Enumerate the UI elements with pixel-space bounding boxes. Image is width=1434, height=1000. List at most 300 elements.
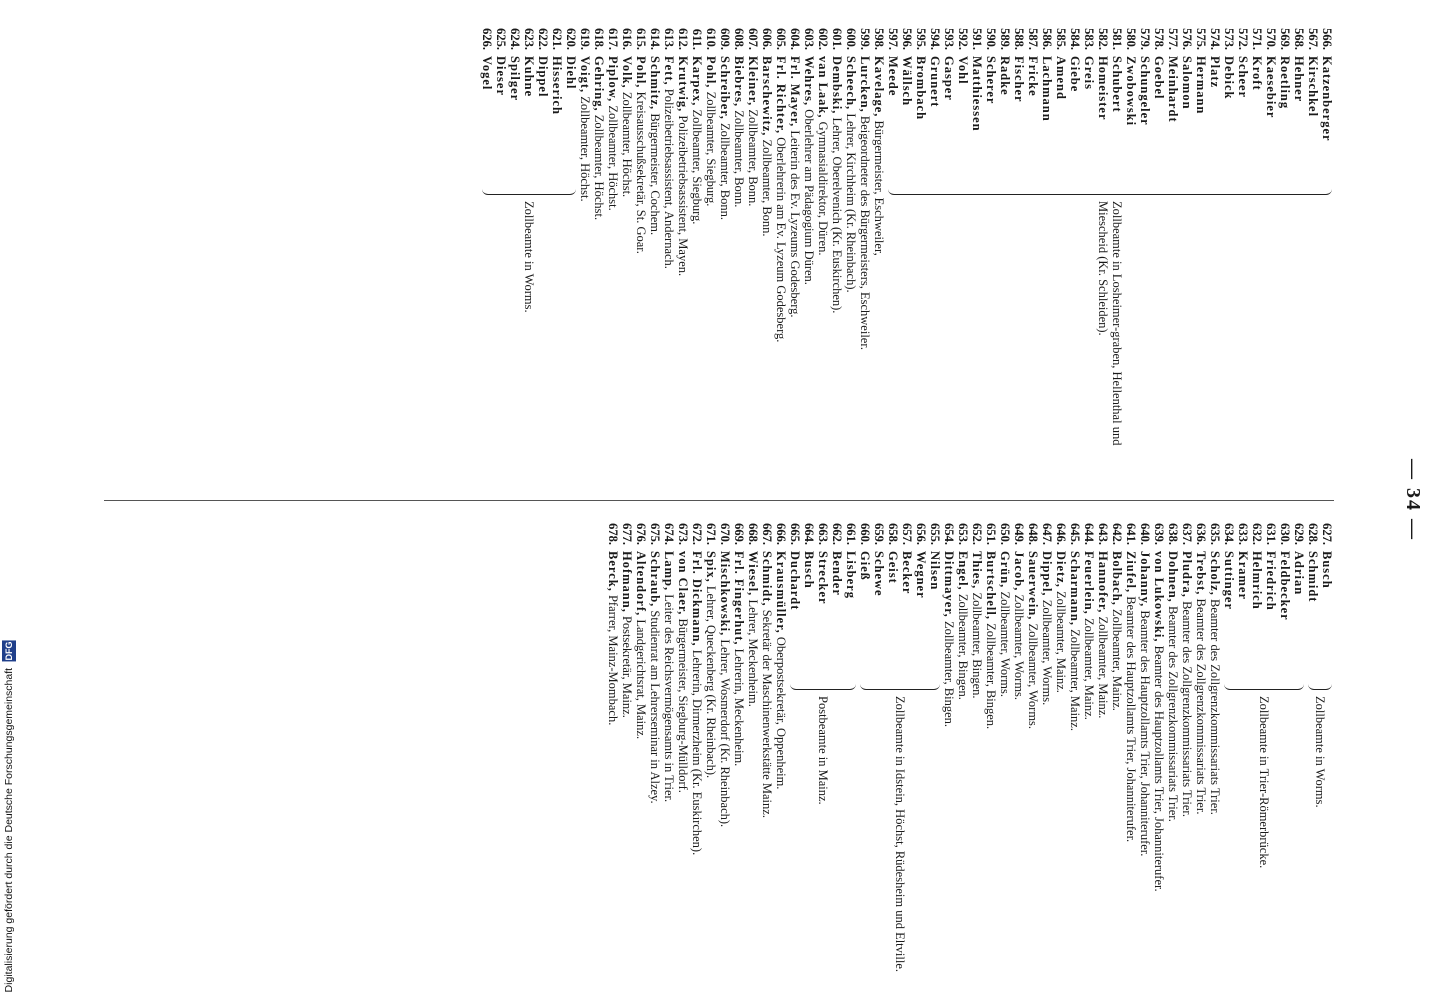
entry-text [816,56,830,490]
entry-number: 678. [606,523,620,545]
entry-description: Zollbeamter, Bingen. [942,620,956,728]
entry-name: Diehl [564,56,578,90]
list-entry [1096,20,1110,180]
group-names [480,20,578,180]
entry-text [676,551,690,985]
entry-number: 629. [1292,523,1306,545]
entry-description: Lehrer, Meckenheim. [746,599,760,707]
entry-number: 603. [802,28,816,50]
entry-description: Zollbeamter, Bingen. [970,592,984,699]
entry-description: Beamter des Hauptzollamts Trier, Johanniterufer. [1152,645,1166,892]
entry-number: 575. [1194,28,1208,50]
entry-text [1082,551,1096,985]
entry-number: 630. [1278,523,1292,545]
entry-description: Leiterin des Ev. Lyzeums Godesberg. [788,130,802,318]
entry-number: 667. [760,523,774,545]
group-names [1306,515,1334,675]
list-entry [1068,515,1082,985]
entry-name: Kaesebier [1264,56,1278,119]
entry-name: Gieß [858,551,872,581]
entry-number: 674. [662,523,676,545]
entry-name: Feldbecker [1278,551,1292,621]
entry-name: Amend [1054,56,1068,100]
entry-name: Kirschkel [1306,56,1320,118]
entry-number: 675. [648,523,662,545]
entry-text [1208,551,1222,985]
entry-name: Kleiner, [746,56,760,107]
entry-text [830,56,844,490]
entry-name: Thies, [970,551,984,590]
entry-name: Frl. Dickmann, [690,551,704,647]
entry-description: Zollbeamter, Worms. [1040,599,1054,706]
entry-name: Brombach [914,56,928,121]
list-entry [676,515,690,985]
entry-name: Kroft [1250,56,1264,91]
entry-description: Beamter des Zollgrenzkommissariats Trier. [1180,601,1194,817]
entry-description: Zollbeamter, Mainz. [1110,609,1124,711]
entry-number: 624. [508,28,522,50]
list-entry [1124,20,1138,180]
list-entry [802,515,816,675]
entry-text [690,56,704,490]
entry-name: Frl. Mayer, [788,56,802,128]
list-entry [830,20,844,490]
list-entry [928,515,942,675]
entry-text [1068,551,1082,985]
left-column [606,515,1334,985]
list-entry [676,20,690,490]
list-entry [564,20,578,180]
entry-description: Beamter des Zollgrenzkommissariats Trier. [1208,598,1222,815]
entry-number: 671. [704,523,718,545]
entry-number: 615. [634,28,648,50]
entry-name: Berck, [606,551,620,592]
column-divider [104,500,1334,501]
entry-text [1110,551,1124,985]
entry-number: 576. [1180,28,1194,50]
entry-description: Zollbeamter, Bingen. [956,593,970,700]
entry-number: 601. [830,28,844,50]
entry-text [1194,551,1208,985]
entry-description: Zollbeamter, Mainz. [1082,617,1096,720]
group-label: Postbeamte in Mainz. [816,696,830,805]
entry-number: 596. [900,28,914,50]
entry-number: 673. [676,523,690,545]
entry-description: Bürgermeister, Siegburg-Mülldorf. [676,618,690,793]
entry-number: 649. [1012,523,1026,545]
entry-number: 623. [522,28,536,50]
list-entry [1292,515,1306,675]
group-label: Zollbeamte in Losheimer-graben, Hellenthal und Miescheid (Kr. Schleiden). [1096,201,1124,446]
entry-name: Scholz, [1208,551,1222,596]
entry-text [872,56,886,490]
list-entry [886,515,900,675]
entry-text [956,551,970,985]
entry-name: Debick [1222,56,1236,100]
list-entry [774,20,788,490]
list-entry [662,515,676,985]
entry-name: Fricke [1026,56,1040,97]
entry-number: 652. [970,523,984,545]
list-entry [956,515,970,985]
entry-description: Lehrerin, Meckenheim. [732,648,746,767]
entry-text [760,551,774,985]
entry-name: Schmitz, [648,56,662,111]
group-names [788,515,858,675]
entry-name: Volk, [620,56,634,89]
entry-number: 608. [732,28,746,50]
list-entry [1250,20,1264,180]
entry-number: 617. [606,28,620,50]
entry-number: 656. [914,523,928,545]
entry-text [648,56,662,490]
entry-name: Hehner [1292,56,1306,103]
entry-description: Zollbeamter, Mainz. [1068,629,1082,731]
entry-text [1096,551,1110,985]
entry-name: Schreiber, [718,56,732,120]
entry-number: 660. [858,523,872,545]
list-entry [830,515,844,675]
entry-description: Leiter des Reichsvermögensamts in Trier. [662,594,676,803]
entry-name: Lamp, [662,551,676,592]
list-entry [620,515,634,985]
list-entry [508,20,522,180]
entry-number: 654. [942,523,956,545]
entry-description: Oberlehrer am Pädagogium Düren. [802,109,816,285]
entry-name: Schraub, [648,551,662,608]
list-entry [760,20,774,490]
entry-name: Duchardt [788,551,802,611]
list-entry [718,20,732,490]
list-entry [690,20,704,490]
list-entry [1278,515,1292,675]
entry-number: 639. [1152,523,1166,545]
entry-name: Pohl, [704,56,718,89]
entry-description: Landgerichtsrat, Mainz. [634,619,648,740]
entry-number: 670. [718,523,732,545]
entry-number: 625. [494,28,508,50]
entry-description: Lehrer, Queckenberg (Kr. Rheinbach). [704,585,718,779]
entry-name: Meede [886,56,900,97]
list-entry [1180,20,1194,180]
list-entry [1306,515,1320,675]
entry-number: 571. [1250,28,1264,50]
entry-number: 628. [1306,523,1320,545]
list-entry [872,515,886,675]
list-entry [1152,20,1166,180]
entry-text [998,551,1012,985]
list-entry [1166,20,1180,180]
list-entry [606,515,620,985]
entry-name: Hermann [1194,56,1208,115]
list-entry [1054,20,1068,180]
entry-number: 663. [816,523,830,545]
group-names [886,20,1334,180]
entry-text [620,551,634,985]
entry-text [648,551,662,985]
entry-text [1180,551,1194,985]
entry-name: Wällsch [900,56,914,107]
entry-number: 633. [1236,523,1250,545]
entry-number: 642. [1110,523,1124,545]
entry-description: Bürgermeister, Cochem. [648,113,662,236]
entry-number: 610. [704,28,718,50]
entry-name: Pohl, [634,56,648,89]
entry-name: Voigt, [578,56,592,94]
entry-number: 609. [718,28,732,50]
group-label: Zollbeamte in Trier-Römerbrücke. [1257,696,1271,869]
entry-name: van Laak, [816,56,830,119]
list-entry [620,20,634,490]
list-entry [592,20,606,490]
entry-number: 650. [998,523,1012,545]
entry-number: 580. [1124,28,1138,50]
entry-number: 640. [1138,523,1152,545]
entry-name: Schungeler [1138,56,1152,126]
list-entry [1236,20,1250,180]
entry-text [942,551,956,985]
grouped-entries [788,515,858,985]
entry-number: 646. [1054,523,1068,545]
entry-name: Sauerwein, [1026,551,1040,621]
entry-name: Goebel [1152,56,1166,100]
entry-name: Wegner [914,551,928,599]
entry-name: Johanny, [1138,551,1152,608]
entry-name: Ziufel, [1124,551,1138,594]
entry-name: Wiesel, [746,551,760,597]
entry-name: Grün, [998,551,1012,589]
entry-number: 635. [1208,523,1222,545]
entry-name: Piplow, [606,56,620,103]
entry-name: Kavelage, [872,56,886,118]
entry-description: Zollbeamter, Worms. [1026,623,1040,730]
entry-number: 672. [690,523,704,545]
entry-name: von Lukowski, [1152,551,1166,643]
entry-name: Dietz, [1054,551,1068,588]
entry-number: 573. [1222,28,1236,50]
list-entry [984,515,998,985]
list-entry [494,20,508,180]
entry-number: 648. [1026,523,1040,545]
entry-number: 638. [1166,523,1180,545]
entry-description: Lehrer, Wosmerdorf (Kr. Rheinbach). [718,639,732,828]
entry-name: Schmidt [1306,551,1320,603]
list-entry [858,515,872,675]
entry-name: Vohl [956,56,970,85]
entry-number: 602. [816,28,830,50]
list-entry [1208,20,1222,180]
entry-text [1026,551,1040,985]
entry-number: 607. [746,28,760,50]
entry-number: 645. [1068,523,1082,545]
entry-number: 644. [1082,523,1096,545]
group-names [858,515,942,675]
entry-number: 567. [1306,28,1320,50]
entry-description: Zollbeamter, Bonn. [746,109,760,207]
entry-number: 661. [844,523,858,545]
entry-name: Schewe [872,551,886,597]
list-entry [998,20,1012,180]
entry-number: 577. [1166,28,1180,50]
entry-number: 616. [620,28,634,50]
entry-number: 581. [1110,28,1124,50]
entry-text [760,56,774,490]
list-entry [928,20,942,180]
entry-number: 631. [1264,523,1278,545]
entry-number: 634. [1222,523,1236,545]
entry-description: Beamter des Zollgrenzkommissariats Trier. [1166,605,1180,822]
list-entry [1194,20,1208,180]
list-entry [536,20,550,180]
entry-number: 658. [886,523,900,545]
entry-description: Beamter des Hauptzollamts Trier, Johanniterufer. [1138,610,1152,857]
entry-name: Busch [802,551,816,589]
entry-number: 582. [1096,28,1110,50]
entry-name: Bolbach, [1110,551,1124,606]
entry-text [802,56,816,490]
entry-number: 593. [942,28,956,50]
list-entry [788,515,802,675]
entry-description: Beamter des Hauptzollamts Trier, Johanniterufer. [1124,596,1138,843]
entry-name: Giebe [1068,56,1082,93]
entry-name: Kuhne [522,56,536,98]
entry-number: 668. [746,523,760,545]
entry-text [1124,551,1138,985]
entry-number: 587. [1026,28,1040,50]
entry-description: Zollbeamter, Worms. [998,591,1012,697]
list-entry [816,515,830,675]
entry-name: Altendorf, [634,551,648,617]
entry-number: 655. [928,523,942,545]
entry-number: 677. [620,523,634,545]
entry-text [746,56,760,490]
entry-name: Platz [1208,56,1222,89]
entry-name: Suttinger [1222,551,1236,610]
entry-description: Beamter des Zollgrenzkommissariats Trier. [1194,598,1208,815]
entry-name: Wehres, [802,56,816,107]
credit-strip [0,0,16,1000]
list-entry [634,20,648,490]
list-entry [816,20,830,490]
entry-text [1040,551,1054,985]
entry-number: 651. [984,523,998,545]
entry-number: 597. [886,28,900,50]
list-entry [480,20,494,180]
entry-name: Becker [900,551,914,595]
entry-text [732,56,746,490]
entry-name: Katzenberger [1320,56,1334,142]
entry-description: Zollbeamter, Bonn. [732,110,746,208]
list-entry [648,20,662,490]
list-entry [1264,515,1278,675]
entry-number: 572. [1236,28,1250,50]
entry-name: Dippel, [1040,551,1054,597]
entry-number: 620. [564,28,578,50]
list-entry [732,515,746,985]
list-entry [1096,515,1110,985]
entry-text [578,56,592,490]
brace-icon [1308,681,1332,690]
entry-number: 586. [1040,28,1054,50]
entry-number: 614. [648,28,662,50]
entry-number: 618. [592,28,606,50]
grouped-entries [1222,515,1306,985]
entry-number: 676. [634,523,648,545]
entry-name: Lurcken, [858,56,872,113]
entry-description: Zollbeamter, Bonn. [718,122,732,220]
list-entry [1068,20,1082,180]
entry-name: Gasper [942,56,956,101]
entry-text [620,56,634,490]
entry-number: 598. [872,28,886,50]
group-label: Zollbeamte in Idstein, Höchst, Rüdesheim und Eltville. [893,696,907,972]
list-entry [984,20,998,180]
list-entry [1082,20,1096,180]
entry-description: Polizeibetriebsassistent, Andernach. [662,88,676,269]
entry-text [592,56,606,490]
entry-text [1152,551,1166,985]
entry-description: Zollbeamter, Bonn. [760,139,774,237]
entry-text [984,551,998,985]
dfg-logo: DFG [4,640,14,660]
entry-description: Lehrer, Oberelvenich (Kr. Euskirchen). [830,117,844,314]
list-entry [1054,515,1068,985]
entry-number: 605. [774,28,788,50]
entry-name: Grunert [928,56,942,108]
entry-description: Studienrat am Lehrerseminar in Alzey. [648,610,662,804]
list-entry [1138,515,1152,985]
entry-number: 662. [830,523,844,545]
entry-text [704,551,718,985]
entry-name: Hannofer, [1096,551,1110,614]
entry-text [606,551,620,985]
entry-text [676,56,690,490]
entry-number: 579. [1138,28,1152,50]
entry-name: Fett, [662,56,676,86]
entry-name: Geist [886,551,900,584]
entry-number: 568. [1292,28,1306,50]
entry-description: Pfarrer, Mainz-Mombach. [606,594,620,726]
entry-name: Feuerlein, [1082,551,1096,615]
entry-name: Vogel [480,56,494,91]
entry-description: Zollbeamter, Siegburg. [704,91,718,207]
list-entry [760,515,774,985]
entry-name: Krutwig, [676,56,690,113]
entry-number: 637. [1180,523,1194,545]
list-entry [1152,515,1166,985]
entry-number: 595. [914,28,928,50]
entry-number: 604. [788,28,802,50]
entry-name: Scheer [1236,56,1250,99]
entry-description: Zollbeamter, Siegburg. [690,109,704,225]
list-entry [1166,515,1180,985]
entry-name: Adrian [1292,551,1306,596]
grouped-entries [1306,515,1334,985]
entry-description: Zollbeamter, Bingen. [984,623,998,730]
entry-name: Burtschell, [984,551,998,620]
entry-name: Bender [830,551,844,596]
list-entry [1110,20,1124,180]
entry-number: 583. [1082,28,1096,50]
entry-name: Barschewitz, [760,56,774,137]
entry-name: Trebst, [1194,551,1208,596]
entry-number: 590. [984,28,998,50]
entry-number: 588. [1012,28,1026,50]
entry-number: 632. [1250,523,1264,545]
entry-name: Scheech, [844,56,858,111]
entry-name: Engel, [956,551,970,591]
brace-icon [790,681,856,690]
